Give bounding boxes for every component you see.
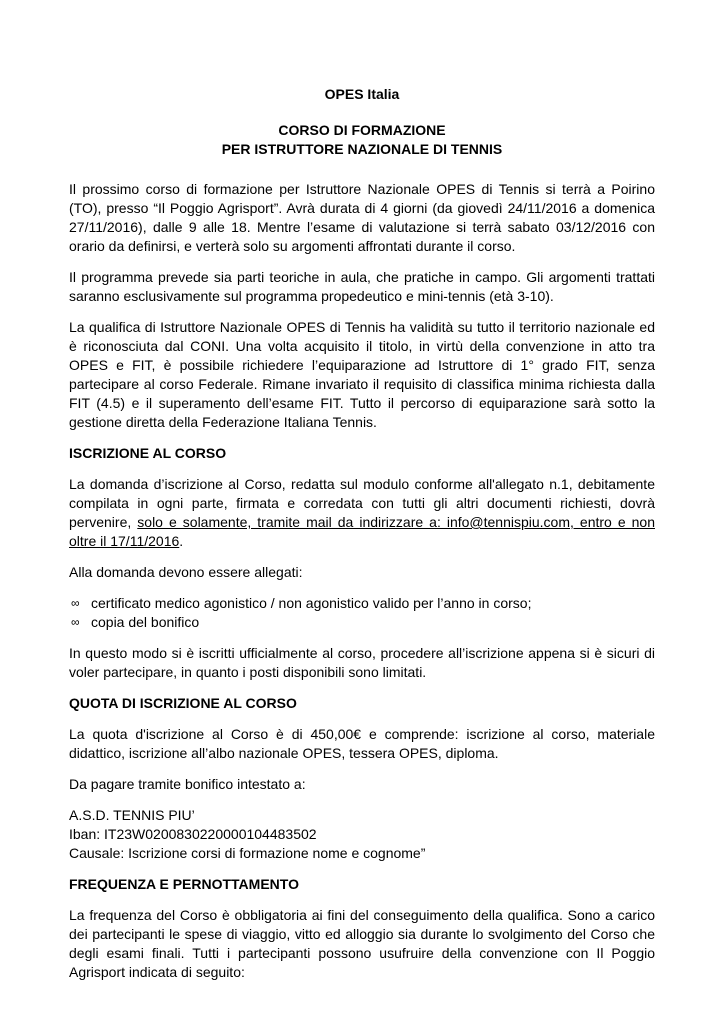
iscrizione-end: . bbox=[179, 533, 184, 549]
iscrizione-paragraph-3: In questo modo si è iscritti ufficialmente al corso, procedere all’iscrizione appena si è sicuri di voler partecipare, in quanto i posti disponibili sono limitati. bbox=[69, 645, 655, 680]
intro-paragraph-2: Il programma prevede sia parti teoriche in aula, che pratiche in campo. Gli argomenti trattati saranno esclusivamente sul programma propedeutico e mini-tennis (età 3-10). bbox=[69, 269, 655, 304]
intro-paragraph-3: La qualifica di Istruttore Nazionale OPES di Tennis ha validità su tutto il territorio nazionale ed è riconosciuta dal CONI. Una volta acquisito il titolo, in virtù della convenzione in atto tra OPES e FIT, è possibile richiedere l’equiparazione ad Istruttore di 1° grado FIT, senza partecipare al corso Federale. Rimane invariato il requisito di classifica minima richiesta dalla FIT (4.5) e il superamento dell’esame FIT. Tutto il percorso di equiparazione sarà sotto la gestione diretta della Federazione Italiana Tennis. bbox=[69, 319, 655, 430]
iban: Iban: IT23W0200830220000104483502 bbox=[69, 826, 317, 842]
frequenza-paragraph-1: La frequenza del Corso è obbligatoria ai fini del conseguimento della qualifica. Sono a carico dei partecipanti le spese di viaggio, vitto ed alloggio sia durante lo svolgimento del Corso che degli esami finali. Tutti i partecipanti possono usufruire della convenzione con Il Poggio Agrisport indicata di seguito: bbox=[69, 907, 655, 980]
payment-reason: Causale: Iscrizione corsi di formazione nome e cognome” bbox=[69, 845, 426, 861]
iscrizione-text: La domanda d’iscrizione al Corso, redatta sul modulo conforme all'allegato n.1, debitamente compilata in ogni parte, firmata e corredata con tutti gli altri documenti richiesti, dovrà pervenire, bbox=[69, 476, 655, 530]
infinity-bullet-icon: ∞ bbox=[71, 615, 80, 629]
list-item bbox=[69, 613, 655, 632]
quota-paragraph-2: Da pagare tramite bonifico intestato a: bbox=[69, 776, 306, 792]
section-heading-quota: QUOTA DI ISCRIZIONE AL CORSO bbox=[69, 695, 297, 711]
list-item bbox=[69, 594, 655, 613]
document-title bbox=[69, 121, 655, 159]
iscrizione-underlined-text: solo e solamente, tramite mail da indirizzare a: info@tennispiu.com, entro e non oltre il 17/11/2016 bbox=[69, 514, 655, 549]
section-heading-iscrizione: ISCRIZIONE AL CORSO bbox=[69, 445, 227, 461]
list-item-text: certificato medico agonistico / non agonistico valido per l’anno in corso; bbox=[91, 595, 532, 611]
payment-details bbox=[69, 806, 655, 863]
list-item-text: copia del bonifico bbox=[91, 614, 200, 630]
beneficiary: A.S.D. TENNIS PIU’ bbox=[69, 807, 195, 823]
quota-paragraph-1: La quota d'iscrizione al Corso è di 450,00€ e comprende: iscrizione al corso, materiale didattico, iscrizione all’albo nazionale OPES, tessera OPES, diploma. bbox=[69, 726, 655, 761]
section-heading-frequenza: FREQUENZA E PERNOTTAMENTO bbox=[69, 876, 299, 892]
organization-name: OPES Italia bbox=[324, 86, 400, 102]
document-body bbox=[69, 82, 655, 994]
title-line-2: PER ISTRUTTORE NAZIONALE DI TENNIS bbox=[221, 141, 503, 157]
title-line-1: CORSO DI FORMAZIONE bbox=[278, 122, 446, 138]
infinity-bullet-icon: ∞ bbox=[71, 596, 80, 610]
intro-paragraph-1: Il prossimo corso di formazione per Istruttore Nazionale OPES di Tennis si terrà a Poirino (TO), presso “Il Poggio Agrisport”. Avrà durata di 4 giorni (da giovedì 24/11/2016 a domenica 27/11/2016), dalle 9 alle 18. Mentre l’esame di valutazione si terrà sabato 03/12/2016 con orario da definirsi, e verterà solo su argomenti affrontati durante il corso. bbox=[69, 181, 655, 254]
iscrizione-paragraph-2: Alla domanda devono essere allegati: bbox=[69, 564, 303, 580]
iscrizione-paragraph-1 bbox=[69, 475, 655, 551]
attachments-list bbox=[69, 594, 655, 632]
